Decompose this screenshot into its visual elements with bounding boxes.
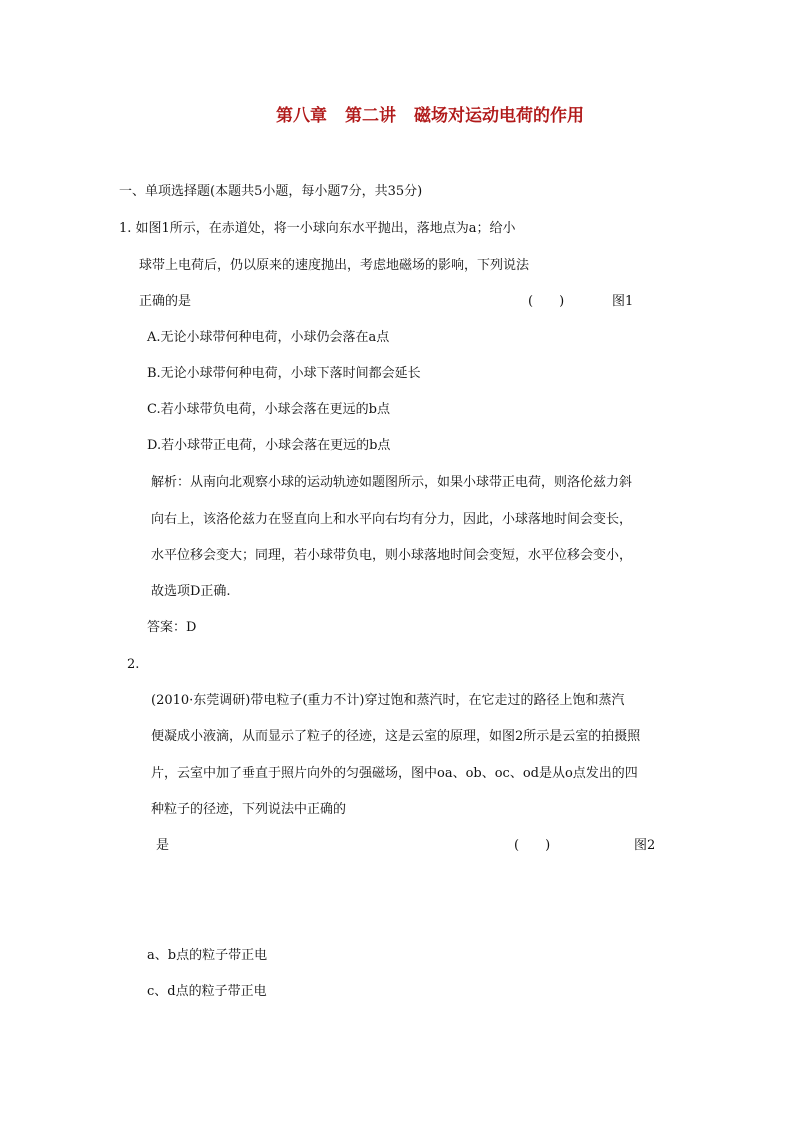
q2-line-last: 是 (156, 838, 170, 853)
q1-answer: 答案：D (147, 620, 197, 635)
q1-answer-paren: ( ) (528, 294, 565, 309)
q1-line-3: 正确的是 (139, 294, 192, 309)
q1-figure-label: 图1 (612, 294, 634, 309)
q2-line-3: 片，云室中加了垂直于照片向外的匀强磁场，图中oa、ob、oc、od是从o点发出的四 (151, 766, 638, 781)
q2-option-b: c、d点的粒子带正电 (147, 984, 267, 999)
q1-analysis-line-1: 解析：从南向北观察小球的运动轨迹如题图所示，如果小球带正电荷，则洛伦兹力斜 (151, 475, 633, 490)
q1-option-c: C.若小球带负电荷，小球会落在更远的b点 (147, 402, 390, 417)
q1-analysis-line-3: 水平位移会变大；同理，若小球带负电，则小球落地时间会变短，水平位移会变小， (151, 548, 633, 563)
q1-line-2: 球带上电荷后，仍以原来的速度抛出，考虑地磁场的影响，下列说法 (139, 258, 530, 273)
q2-answer-paren: ( ) (514, 838, 551, 853)
q1-analysis-line-2: 向右上，该洛伦兹力在竖直向上和水平向右均有分力，因此，小球落地时间会变长， (151, 512, 633, 527)
q2-figure-label: 图2 (634, 838, 656, 853)
title-chapter: 第八章 (276, 106, 327, 126)
q2-number: 2. (127, 657, 140, 672)
q2-line-1: (2010·东莞调研)带电粒子(重力不计)穿过饱和蒸汽时，在它走过的路径上饱和蒸汽 (151, 693, 625, 708)
page-title (276, 101, 584, 126)
q1-option-a: A.无论小球带何种电荷，小球仍会落在a点 (147, 330, 390, 345)
q1-analysis-line-4: 故选项D正确. (151, 584, 231, 599)
title-lecture: 第二讲 (345, 106, 396, 126)
q1-line-1: 1. 如图1所示，在赤道处，将一小球向东水平抛出，落地点为a；给小 (119, 221, 516, 236)
q1-option-b: B.无论小球带何种电荷，小球下落时间都会延长 (147, 366, 421, 381)
q2-line-4: 种粒子的径迹，下列说法中正确的 (151, 802, 347, 817)
q1-option-d: D.若小球带正电荷，小球会落在更远的b点 (147, 438, 391, 453)
q2-option-a: a、b点的粒子带正电 (147, 948, 268, 963)
q2-line-2: 便凝成小液滴，从而显示了粒子的径迹，这是云室的原理，如图2所示是云室的拍摄照 (151, 729, 641, 744)
section-heading: 一、单项选择题(本题共5小题，每小题7分，共35分) (119, 184, 423, 199)
title-topic: 磁场对运动电荷的作用 (414, 106, 584, 126)
